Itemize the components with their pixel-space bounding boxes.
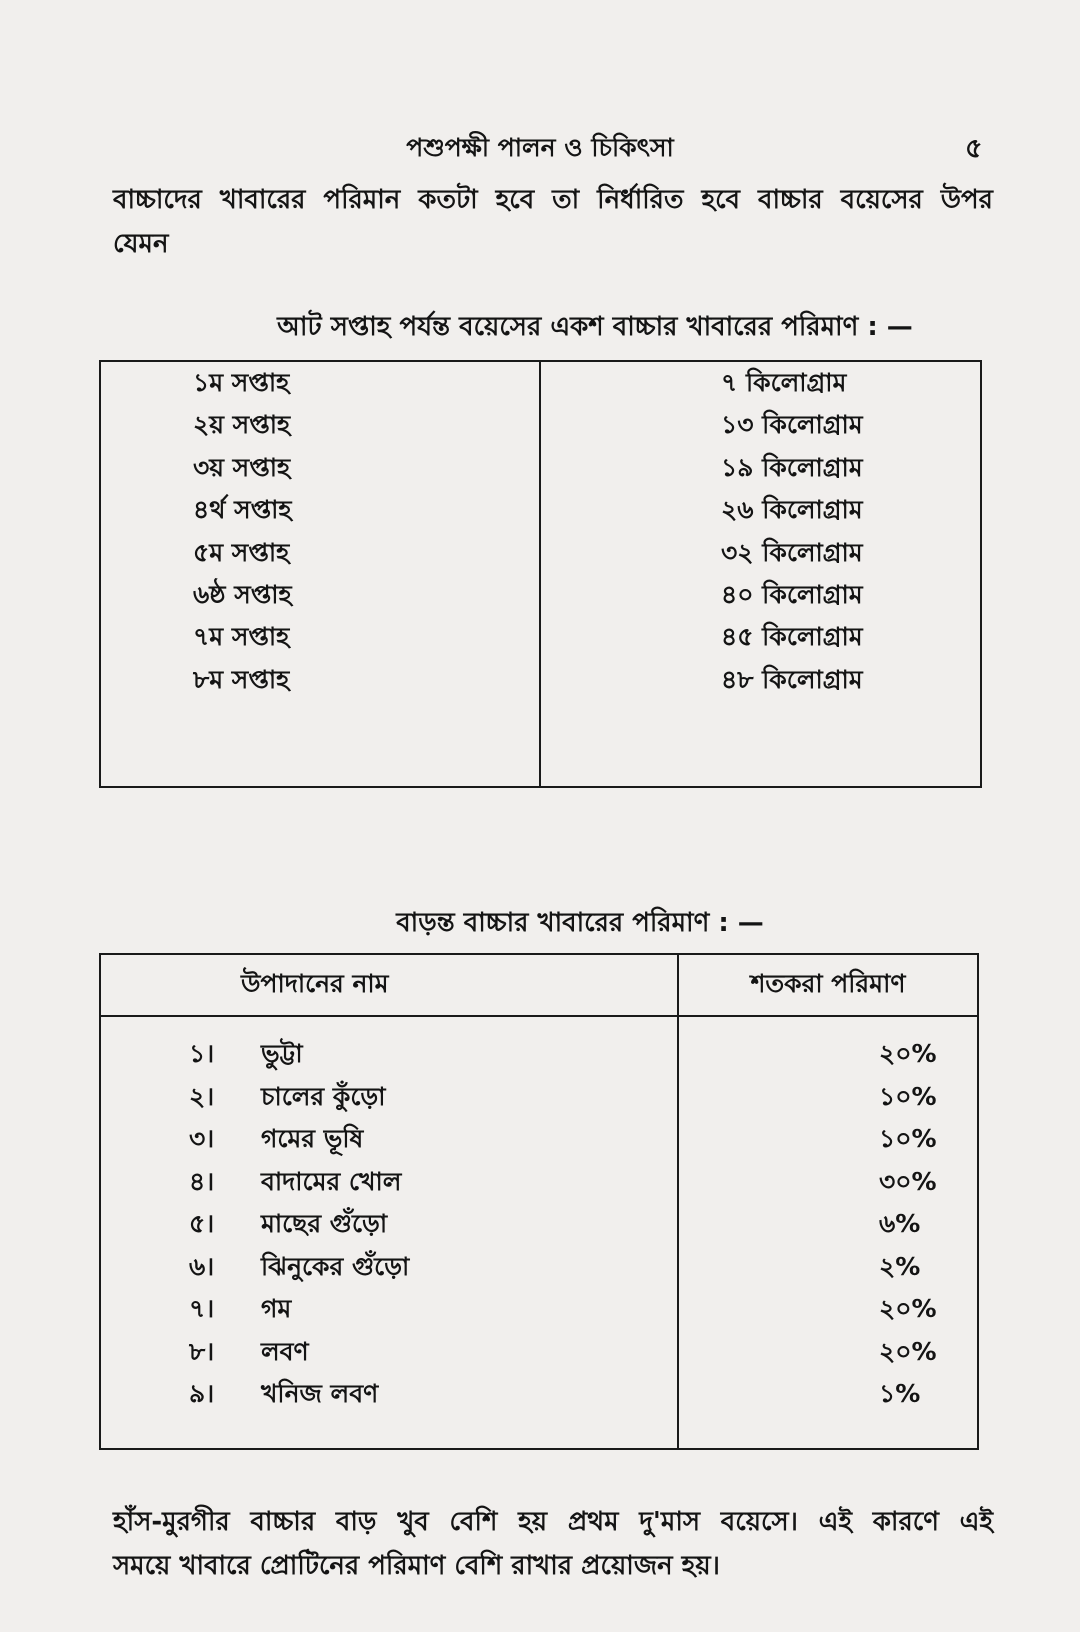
serial-number: ৫।: [189, 1209, 215, 1238]
ingredient-row: [101, 1076, 677, 1119]
amount-cell: ১৯ কিলোগ্রাম: [721, 452, 863, 482]
intro-line: বাচ্চাদের খাবারের পরিমান কতটা হবে তা নির্ধারিত হবে বাচ্চার বয়েসের উপর: [113, 185, 993, 215]
percent-cell: ৩০%: [879, 1166, 937, 1196]
week-cell: ৫ম সপ্তাহ: [193, 537, 290, 567]
intro-paragraph: [113, 178, 993, 266]
ingredient-row: [101, 1118, 677, 1161]
ingredient-name: গম: [261, 1294, 292, 1323]
percent-column: [678, 1016, 978, 1449]
percent-cell: ২০%: [879, 1039, 937, 1068]
ingredient-row: [101, 1288, 677, 1331]
ingredient-row: [101, 1373, 677, 1416]
percent-cell: ৬%: [879, 1209, 921, 1238]
ingredient-row: [101, 1331, 677, 1374]
amount-cell: ৩২ কিলোগ্রাম: [721, 537, 863, 567]
serial-number: ১।: [189, 1039, 215, 1068]
percent-cell: ২%: [879, 1251, 921, 1281]
ingredient-row: [101, 1033, 677, 1076]
ingredient-name: ঝিনুকের গুঁড়ো: [261, 1251, 410, 1281]
serial-number: ৬।: [189, 1251, 215, 1281]
week-cell: ৪র্থ সপ্তাহ: [193, 495, 292, 525]
percent-cell: ১%: [879, 1379, 921, 1408]
amount-cell: ৭ কিলোগ্রাম: [721, 368, 847, 397]
percent-cell: ২০%: [879, 1336, 937, 1366]
ingredient-header: উপাদানের নাম: [100, 954, 678, 1016]
feed-by-age-table: [99, 360, 982, 788]
percent-header: শতকরা পরিমাণ: [678, 954, 978, 1016]
feed-by-age-heading: আট সপ্তাহ পর্যন্ত বয়েসের একশ বাচ্চার খাবারের পরিমাণ : —: [277, 312, 913, 342]
week-cell: ৭ম সপ্তাহ: [193, 622, 290, 652]
ingredient-name: গমের ভূষি: [261, 1124, 364, 1153]
ingredient-row: [101, 1161, 677, 1204]
growing-feed-heading: বাড়ন্ত বাচ্চার খাবারের পরিমাণ : —: [396, 908, 764, 938]
ingredient-name: মাছের গুঁড়ো: [261, 1209, 388, 1238]
percent-cell: ২০%: [879, 1294, 937, 1323]
serial-number: ৯।: [189, 1379, 215, 1408]
ingredient-name: খনিজ লবণ: [261, 1379, 379, 1408]
amount-cell: ১৩ কিলোগ্রাম: [721, 410, 863, 440]
ingredient-name: লবণ: [261, 1336, 309, 1366]
closing-line: সময়ে খাবারে প্রোটিনের পরিমাণ বেশি রাখার প্রয়োজন হয়।: [113, 1551, 720, 1581]
percent-cell: ১০%: [879, 1081, 937, 1111]
amount-cell: ৪০ কিলোগ্রাম: [721, 579, 863, 609]
ingredient-row: [101, 1203, 677, 1246]
serial-number: ৪।: [189, 1166, 215, 1196]
amount-column: [540, 361, 981, 787]
serial-number: ৮।: [189, 1336, 215, 1366]
ingredient-name: বাদামের খোল: [261, 1166, 402, 1196]
week-cell: ৩য় সপ্তাহ: [193, 452, 291, 482]
ingredient-column: [100, 1016, 678, 1449]
running-title: পশুপক্ষী পালন ও চিকিৎসা: [406, 133, 674, 162]
closing-paragraph: [113, 1500, 993, 1588]
serial-number: ২।: [189, 1081, 215, 1111]
ingredient-row: [101, 1246, 677, 1289]
week-cell: ৬ষ্ঠ সপ্তাহ: [193, 579, 292, 609]
week-cell: ১ম সপ্তাহ: [193, 368, 290, 397]
ingredient-name: ভুট্টা: [261, 1039, 303, 1068]
intro-line: যেমন: [113, 229, 169, 259]
week-column: [100, 361, 540, 787]
week-cell: ৮ম সপ্তাহ: [193, 664, 290, 694]
growing-feed-table: [99, 953, 979, 1450]
percent-cell: ১০%: [879, 1124, 937, 1153]
amount-cell: ২৬ কিলোগ্রাম: [721, 495, 863, 525]
page-number: ৫: [965, 133, 983, 164]
serial-number: ৭।: [189, 1294, 215, 1323]
closing-line: হাঁস-মুরগীর বাচ্চার বাড় খুব বেশি হয় প্রথম দু'মাস বয়েসে। এই কারণে এই: [113, 1507, 993, 1537]
amount-cell: ৪৮ কিলোগ্রাম: [721, 664, 863, 694]
ingredient-name: চালের কুঁড়ো: [261, 1081, 386, 1111]
amount-cell: ৪৫ কিলোগ্রাম: [721, 622, 863, 652]
serial-number: ৩।: [189, 1124, 215, 1153]
week-cell: ২য় সপ্তাহ: [193, 410, 291, 440]
